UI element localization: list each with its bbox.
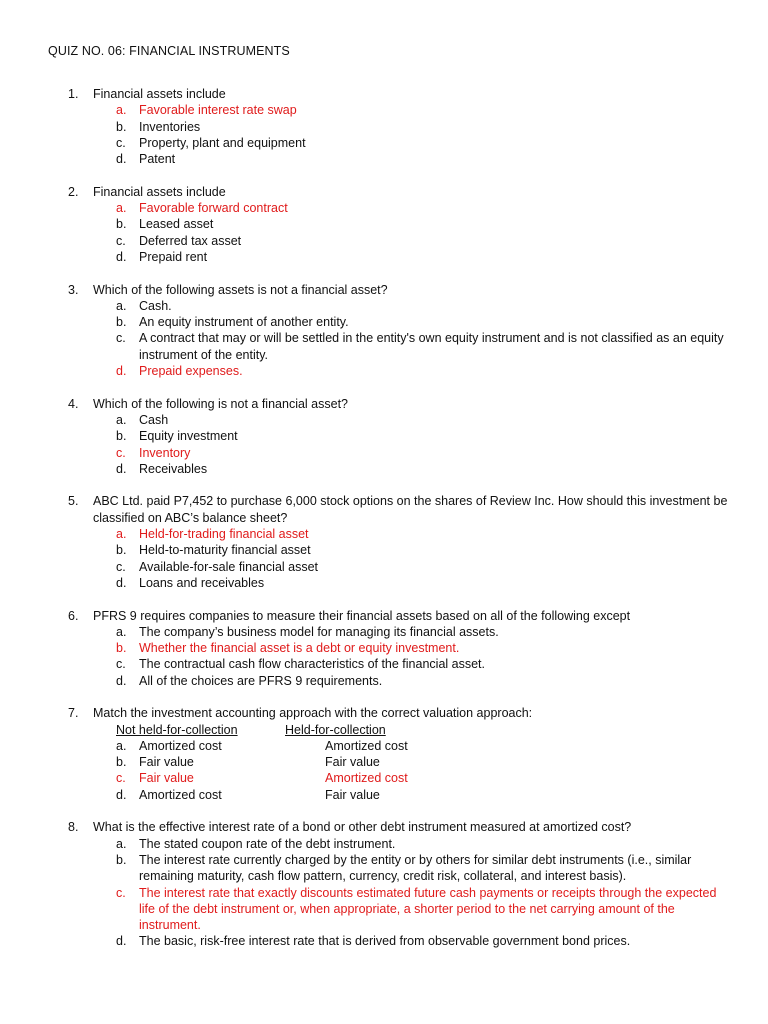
answer-option-correct [93,885,728,934]
answer-option [93,151,728,167]
option-text: Held-for-trading financial asset [139,527,309,542]
option-text: Property, plant and equipment [139,135,306,150]
answer-option [93,216,728,232]
option-text: The stated coupon rate of the debt instrument. [139,836,396,851]
answer-option-correct [93,445,728,461]
answer-option [93,738,728,754]
option-text: Favorable forward contract [139,201,288,216]
option-text: Available-for-sale financial asset [139,559,319,574]
answer-option [93,461,728,477]
option-value-held: Amortized cost [325,771,408,786]
option-letter: d. [116,934,127,949]
option-text: Whether the financial asset is a debt or equity investment. [139,641,460,656]
answer-option [93,836,728,852]
option-letter: d. [116,673,127,688]
option-letter: d. [116,461,127,476]
question-number: 6. [68,608,79,623]
answer-option [93,412,728,428]
answer-option [93,428,728,444]
option-list [93,836,728,950]
option-text: The basic, risk-free interest rate that is derived from observable government bond prices. [139,934,631,949]
option-text: Inventories [139,119,201,134]
answer-option-correct [93,200,728,216]
answer-option [93,119,728,135]
option-text: Receivables [139,461,208,476]
option-text: An equity instrument of another entity. [139,315,349,330]
option-letter: c. [116,657,126,672]
question-item [48,184,728,265]
option-letter: c. [116,445,126,460]
option-text: The interest rate currently charged by the entity or by others for similar debt instruments (i.e., similar remaining maturity, cash flow pattern, currency, credit risk, collateral, and interest basis). [139,852,692,884]
option-letter: a. [116,527,127,542]
option-list [93,412,728,477]
option-list [93,298,728,379]
answer-option [93,624,728,640]
question-item [48,396,728,477]
option-value-not-held: Fair value [139,771,194,786]
question-item [48,608,728,689]
quiz-title: QUIZ NO. 06: FINANCIAL INSTRUMENTS [48,44,290,58]
question-item [48,819,728,949]
answer-option [93,559,728,575]
column-header-held: Held-for-collection [285,722,386,737]
option-text: Loans and receivables [139,575,265,590]
option-text: Held-to-maturity financial asset [139,543,311,558]
option-letter: b. [116,429,127,444]
question-text: Which of the following is not a financial asset? [93,396,348,411]
option-letter: b. [116,543,127,558]
option-letter: a. [116,298,127,313]
answer-option [93,754,728,770]
question-number: 4. [68,396,79,411]
option-text: The contractual cash flow characteristics of the financial asset. [139,657,485,672]
answer-option [93,249,728,265]
option-text: Equity investment [139,429,238,444]
option-value-held: Fair value [325,755,380,770]
answer-option [93,330,728,363]
option-letter: d. [116,364,127,379]
question-number: 2. [68,184,79,199]
answer-option-correct [93,363,728,379]
option-value-not-held: Amortized cost [139,738,222,753]
question-item [48,493,728,591]
question-number: 1. [68,87,79,101]
option-letter: a. [116,624,127,639]
option-text: Prepaid rent [139,249,208,264]
option-text: A contract that may or will be settled in the entity's own equity instrument and is not classified as an equity instrument of the entity. [139,331,724,362]
answer-option-correct [93,640,728,656]
option-letter: c. [116,559,126,574]
option-list [93,102,728,167]
question-list [48,86,728,950]
answer-option [93,298,728,314]
question-text: ABC Ltd. paid P7,452 to purchase 6,000 stock options on the shares of Review Inc. How should this investment be classified on ABC’s balance sheet? [93,494,728,525]
option-letter: b. [116,217,127,232]
question-number: 8. [68,820,79,835]
option-text: Favorable interest rate swap [139,103,297,118]
option-value-held: Amortized cost [325,738,408,753]
option-text: All of the choices are PFRS 9 requirements. [139,673,383,688]
option-letter: b. [116,315,127,330]
option-letter: c. [116,771,126,786]
answer-option-correct [93,102,728,118]
answer-option [93,314,728,330]
option-text: Prepaid expenses. [139,364,243,379]
question-text: Financial assets include [93,87,226,101]
question-text: PFRS 9 requires companies to measure their financial assets based on all of the following except [93,608,631,623]
option-letter: a. [116,103,127,118]
answer-option [93,575,728,591]
option-text: Cash. [139,298,172,313]
answer-option [93,542,728,558]
question-text: Which of the following assets is not a financial asset? [93,282,388,297]
option-letter: c. [116,135,126,150]
answer-option [93,656,728,672]
option-text: Patent [139,152,176,167]
question-text: Match the investment accounting approach with the correct valuation approach: [93,706,533,721]
question-number: 3. [68,282,79,297]
answer-option-correct [93,526,728,542]
answer-option [93,933,728,949]
option-list [93,526,728,591]
answer-option [93,673,728,689]
option-letter: d. [116,575,127,590]
match-column-headers [93,722,728,738]
answer-option-correct [93,770,728,786]
option-letter: c. [116,233,126,248]
option-letter: b. [116,641,127,656]
option-letter: b. [116,852,127,867]
question-item [48,705,728,803]
option-value-held: Fair value [325,787,380,802]
option-text: Leased asset [139,217,214,232]
question-number: 7. [68,706,79,721]
answer-option [93,852,728,885]
question-text: Financial assets include [93,184,226,199]
option-text: Inventory [139,445,191,460]
option-text: Cash [139,412,169,427]
option-letter: b. [116,755,127,770]
answer-option [93,233,728,249]
column-header-not-held: Not held-for-collection [116,722,238,737]
answer-option [93,135,728,151]
option-letter: a. [116,412,127,427]
option-list [93,200,728,265]
option-text: Deferred tax asset [139,233,242,248]
option-text: The company’s business model for managing its financial assets. [139,624,499,639]
option-letter: a. [116,201,127,216]
option-value-not-held: Fair value [139,755,194,770]
option-letter: c. [116,331,126,346]
option-letter: b. [116,119,127,134]
option-letter: c. [116,885,126,900]
option-list [93,624,728,689]
option-letter: a. [116,836,127,851]
question-text: What is the effective interest rate of a bond or other debt instrument measured at amortized cost? [93,820,632,835]
answer-option [93,787,728,803]
option-value-not-held: Amortized cost [139,787,222,802]
option-letter: a. [116,738,127,753]
option-text: The interest rate that exactly discounts estimated future cash payments or receipts through the expected life of the debt instrument or, when appropriate, a shorter period to the net carrying amount of the instrument. [139,885,717,933]
option-letter: d. [116,249,127,264]
question-item [48,282,728,380]
option-letter: d. [116,152,127,167]
question-number: 5. [68,494,79,509]
question-item [48,86,728,167]
option-letter: d. [116,787,127,802]
